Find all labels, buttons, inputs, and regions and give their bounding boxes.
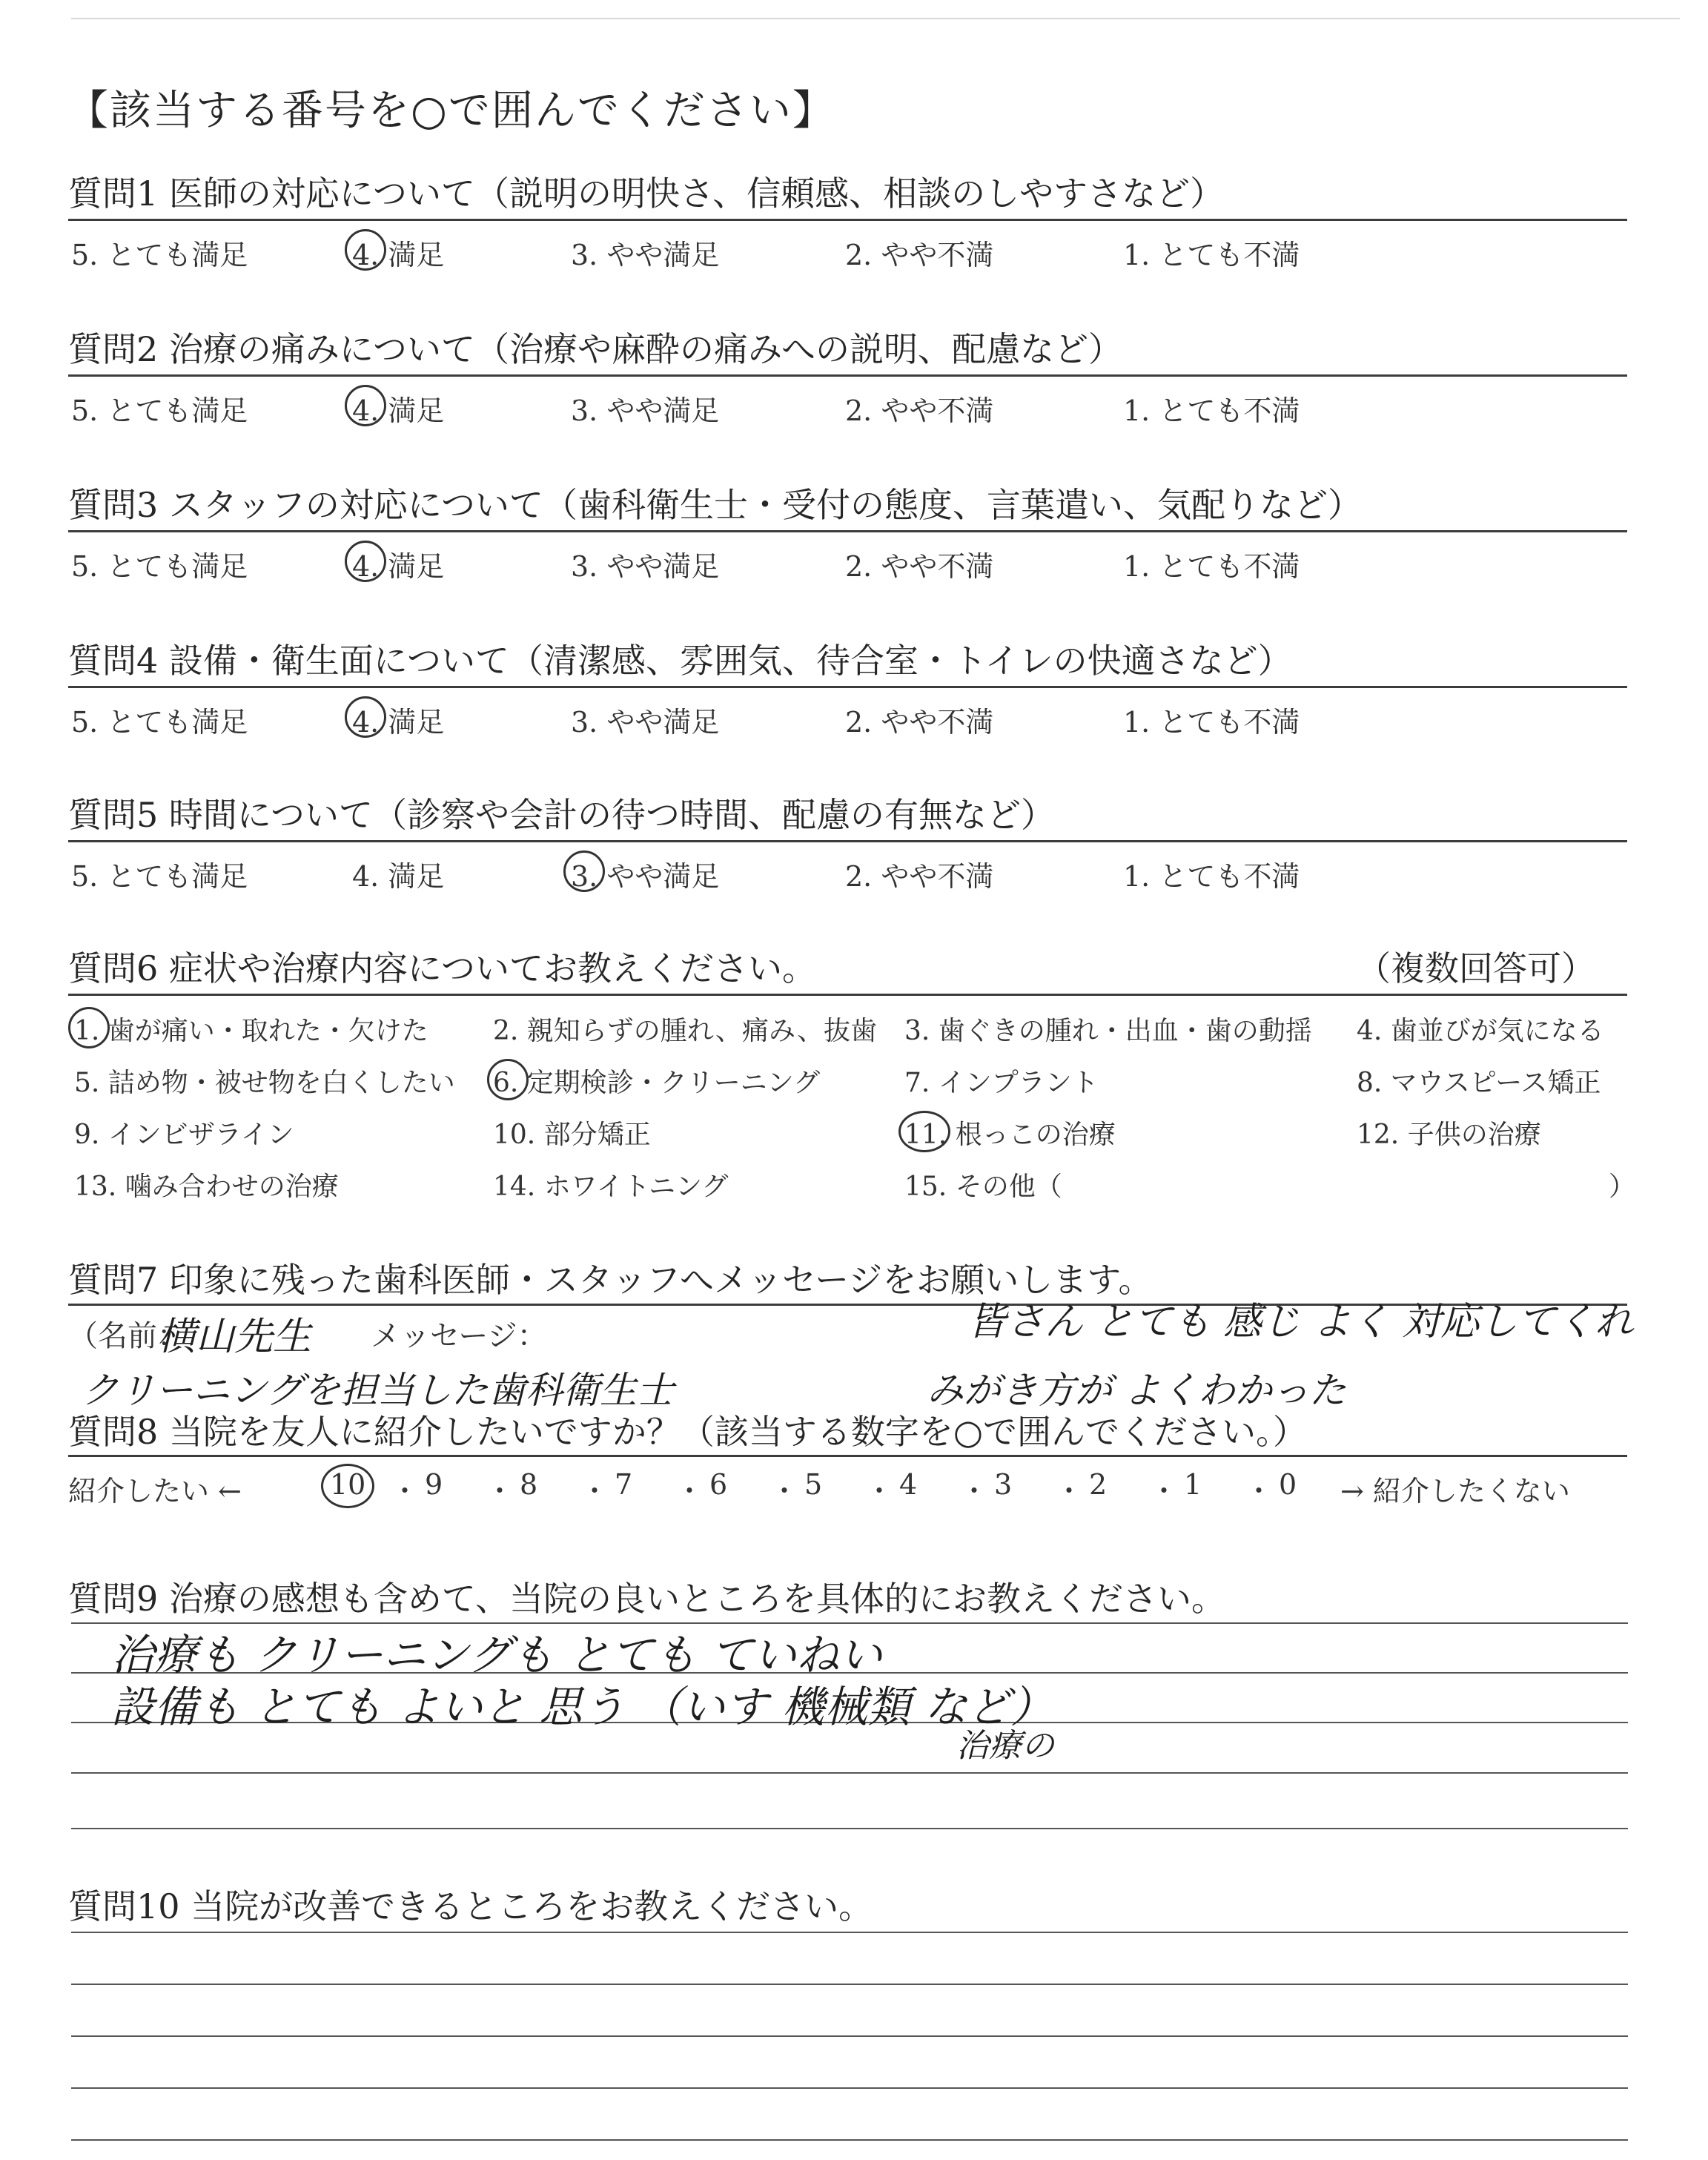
q3-rule xyxy=(68,530,1627,532)
q4-option-3[interactable]: 3. やや満足 xyxy=(571,706,720,739)
q6-title: 質問6 症状や治療内容についてお教えください。 xyxy=(68,948,816,988)
q6-option[interactable]: 14. ホワイトニング xyxy=(493,1172,729,1202)
q8-scale-separator: ・ xyxy=(960,1475,989,1507)
q8-left-label: 紹介したい ← xyxy=(68,1475,242,1507)
q6-option[interactable]: 9. インビザライン xyxy=(74,1120,294,1150)
selection-circle xyxy=(563,851,605,892)
q7-staff-handwritten: クリーニングを担当した歯科衛生士 xyxy=(82,1369,674,1412)
q5-rule xyxy=(68,840,1627,842)
q6-option[interactable]: 2. 親知らずの腫れ、痛み、抜歯 xyxy=(493,1016,878,1046)
q4-title: 質問4 設備・衛生面について（清潔感、雰囲気、待合室・トイレの快適さなど） xyxy=(68,641,1292,681)
q1-option-3[interactable]: 3. やや満足 xyxy=(571,239,720,271)
q9-answer-line xyxy=(71,1772,1628,1774)
q10-answer-line xyxy=(71,1932,1628,1933)
q2-rule xyxy=(68,374,1627,377)
q1-option-5[interactable]: 5. とても満足 xyxy=(71,239,248,271)
q9-answer-line xyxy=(71,1828,1628,1829)
q8-scale-value[interactable]: 2 xyxy=(1089,1468,1108,1501)
q8-scale-value[interactable]: 7 xyxy=(615,1468,633,1501)
q1-option-1[interactable]: 1. とても不満 xyxy=(1123,239,1300,271)
q4-option-5[interactable]: 5. とても満足 xyxy=(71,706,248,739)
q5-option-3[interactable]: 3. やや満足 xyxy=(571,860,720,893)
q8-scale-separator: ・ xyxy=(1055,1475,1084,1507)
q8-scale-value[interactable]: 8 xyxy=(520,1468,538,1501)
q2-option-4[interactable]: 4. 満足 xyxy=(352,394,445,427)
q4-option-4[interactable]: 4. 満足 xyxy=(352,706,445,739)
q2-option-1[interactable]: 1. とても不満 xyxy=(1123,394,1300,427)
q9-handwritten-answer-2: 設備も とても よいと 思う （いす 機械類 など） xyxy=(111,1682,1053,1732)
q1-option-4[interactable]: 4. 満足 xyxy=(352,239,445,271)
q6-option[interactable]: ） xyxy=(1609,1172,1636,1202)
form-instruction-header: 【該当する番号を○で囲んでください】 xyxy=(67,87,835,135)
selection-circle xyxy=(345,229,386,271)
q8-scale-value[interactable]: 9 xyxy=(425,1468,443,1501)
q6-option[interactable]: 12. 子供の治療 xyxy=(1357,1120,1541,1150)
q8-scale-value[interactable]: 0 xyxy=(1279,1468,1297,1501)
q7-name-handwritten: 横山先生 xyxy=(157,1315,312,1359)
q6-option[interactable]: 8. マウスピース矯正 xyxy=(1357,1068,1601,1098)
q7-message-label: メッセージ： xyxy=(371,1319,547,1353)
q6-rule xyxy=(68,994,1627,996)
q4-option-2[interactable]: 2. やや不満 xyxy=(845,706,994,739)
q6-option[interactable]: 13. 噛み合わせの治療 xyxy=(74,1172,339,1202)
q10-answer-line xyxy=(71,2035,1628,2037)
q6-option[interactable]: 1. 歯が痛い・取れた・欠けた xyxy=(74,1016,428,1046)
q9-handwritten-answer-1: 治療も クリーニングも とても ていねい xyxy=(111,1630,883,1680)
q5-option-2[interactable]: 2. やや不満 xyxy=(845,860,994,893)
q9-handwritten-insert: 治療の xyxy=(956,1727,1054,1765)
q8-scale-value[interactable]: 4 xyxy=(899,1468,918,1501)
q6-option[interactable]: 5. 詰め物・被せ物を白くしたい xyxy=(74,1068,455,1098)
q3-title: 質問3 スタッフの対応について（歯科衛生士・受付の態度、言葉遣い、気配りなど） xyxy=(68,485,1362,525)
q8-scale-separator: ・ xyxy=(865,1475,894,1507)
q8-scale-value[interactable]: 6 xyxy=(709,1468,728,1501)
q4-rule xyxy=(68,686,1627,688)
q8-scale-value[interactable]: 5 xyxy=(804,1468,823,1501)
q5-option-5[interactable]: 5. とても満足 xyxy=(71,860,248,893)
q10-answer-line xyxy=(71,1984,1628,1985)
selection-circle xyxy=(487,1059,529,1100)
q8-right-label: → 紹介したくない xyxy=(1340,1475,1570,1507)
q2-title: 質問2 治療の痛みについて（治療や麻酔の痛みへの説明、配慮など） xyxy=(68,329,1123,369)
q3-option-4[interactable]: 4. 満足 xyxy=(352,550,445,583)
q6-multiple-answer-note: （複数回答可） xyxy=(1357,948,1595,988)
selection-circle xyxy=(345,696,386,738)
q8-scale-separator: ・ xyxy=(486,1475,514,1507)
q10-answer-line xyxy=(71,2139,1628,2141)
q3-option-3[interactable]: 3. やや満足 xyxy=(571,550,720,583)
q10-answer-line xyxy=(71,2087,1628,2089)
q8-scale-separator: ・ xyxy=(770,1475,799,1507)
q2-option-5[interactable]: 5. とても満足 xyxy=(71,394,248,427)
q5-option-4[interactable]: 4. 満足 xyxy=(352,860,445,893)
selection-circle xyxy=(68,1007,110,1048)
q7-title: 質問7 印象に残った歯科医師・スタッフへメッセージをお願いします。 xyxy=(68,1260,1153,1300)
q5-option-1[interactable]: 1. とても不満 xyxy=(1123,860,1300,893)
q8-rule xyxy=(68,1455,1627,1457)
q5-title: 質問5 時間について（診察や会計の待つ時間、配慮の有無など） xyxy=(68,795,1055,835)
q7-message-handwritten-1: 皆さん とても 感じ よく 対応してくれ xyxy=(967,1300,1634,1344)
selection-circle xyxy=(898,1111,950,1152)
q7-name-label: （名前： xyxy=(68,1319,187,1353)
q8-scale-separator: ・ xyxy=(1150,1475,1179,1507)
q6-option[interactable]: 7. インプラント xyxy=(904,1068,1099,1098)
selection-circle xyxy=(345,541,386,582)
q6-option[interactable]: 11. 根っこの治療 xyxy=(904,1120,1116,1150)
q8-title: 質問8 当院を友人に紹介したいですか？（該当する数字を○で囲んでください。） xyxy=(68,1412,1308,1452)
q8-scale-separator: ・ xyxy=(675,1475,704,1507)
q1-title: 質問1 医師の対応について（説明の明快さ、信頼感、相談のしやすさなど） xyxy=(68,174,1225,214)
q9-title: 質問9 治療の感想も含めて、当院の良いところを具体的にお教えください。 xyxy=(68,1579,1225,1619)
q1-rule xyxy=(68,219,1627,221)
q2-option-2[interactable]: 2. やや不満 xyxy=(845,394,994,427)
selection-circle xyxy=(321,1464,374,1508)
q2-option-3[interactable]: 3. やや満足 xyxy=(571,394,720,427)
q10-title: 質問10 当院が改善できるところをお教えください。 xyxy=(68,1886,873,1926)
q8-scale-separator: ・ xyxy=(391,1475,420,1507)
q8-scale-separator: ・ xyxy=(1245,1475,1274,1507)
q6-option[interactable]: 10. 部分矯正 xyxy=(493,1120,651,1150)
q1-option-2[interactable]: 2. やや不満 xyxy=(845,239,994,271)
q6-option[interactable]: 4. 歯並びが気になる xyxy=(1357,1016,1604,1046)
q8-scale-value[interactable]: 3 xyxy=(994,1468,1013,1501)
q4-option-1[interactable]: 1. とても不満 xyxy=(1123,706,1300,739)
q8-scale-value[interactable]: 10 xyxy=(330,1468,366,1501)
q6-option[interactable]: 15. その他（ xyxy=(904,1172,1062,1202)
q6-option[interactable]: 3. 歯ぐきの腫れ・出血・歯の動揺 xyxy=(904,1016,1312,1046)
q3-option-1[interactable]: 1. とても不満 xyxy=(1123,550,1300,583)
q6-option[interactable]: 6. 定期検診・クリーニング xyxy=(493,1068,821,1098)
q3-option-2[interactable]: 2. やや不満 xyxy=(845,550,994,583)
q7-message-handwritten-2: みがき方が よくわかった xyxy=(927,1369,1346,1412)
top-border xyxy=(71,18,1680,19)
q3-option-5[interactable]: 5. とても満足 xyxy=(71,550,248,583)
selection-circle xyxy=(345,385,386,426)
q8-scale-value[interactable]: 1 xyxy=(1184,1468,1202,1501)
q8-scale-separator: ・ xyxy=(580,1475,609,1507)
